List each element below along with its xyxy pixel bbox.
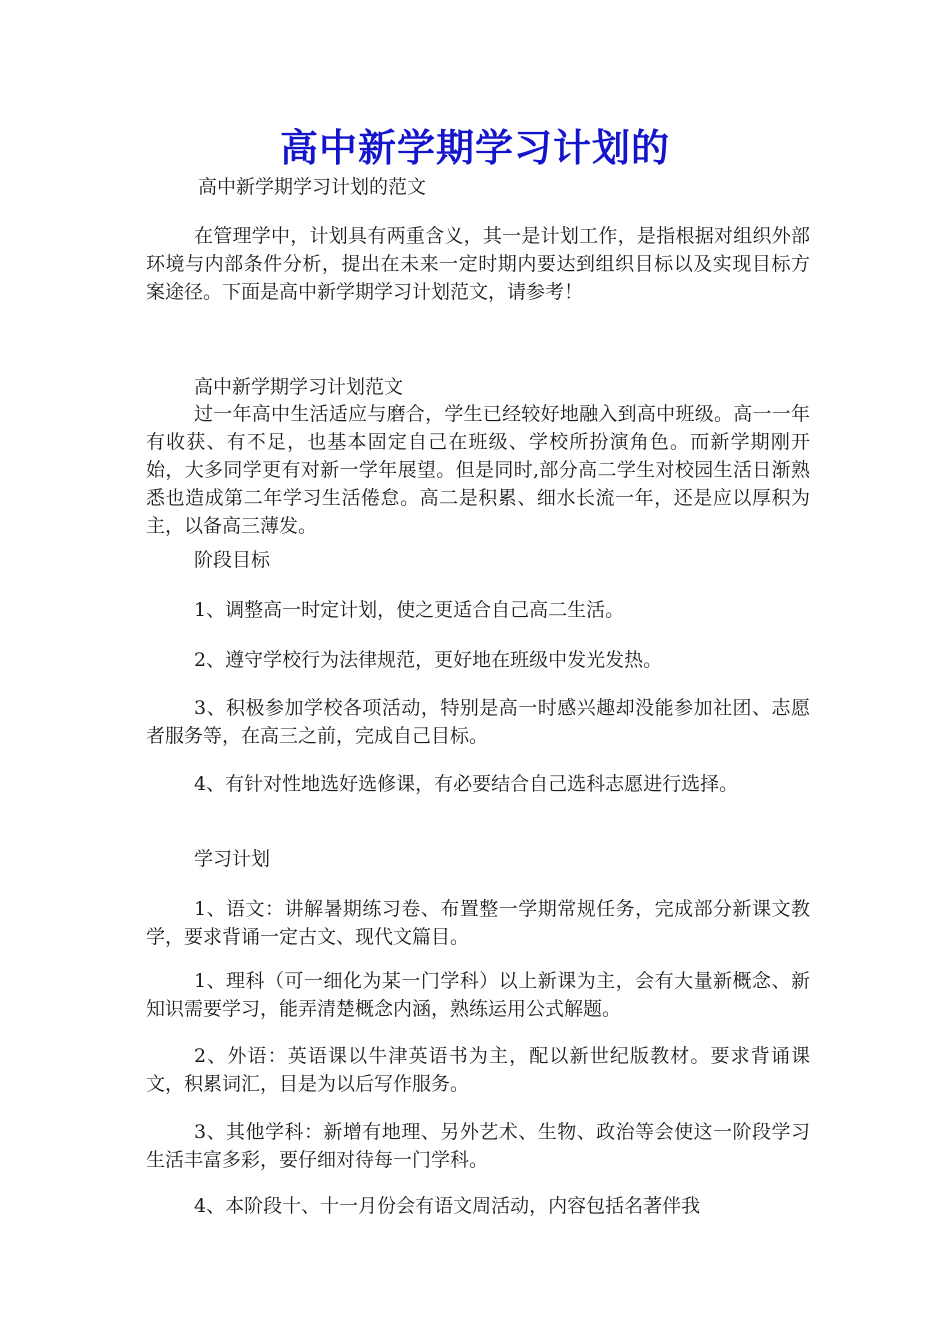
intro-paragraph: 在管理学中，计划具有两重含义，其一是计划工作，是指根据对组织外部环境与内部条件分析，提出在未来一定时期内要达到组织目标以及实现目标方案途径。下面是高中新学期学习计划范文，请参考！ <box>146 225 810 303</box>
plan-item-english: 2、外语：英语课以牛津英语书为主，配以新世纪版教材。要求背诵课文，积累词汇，目是为以后写作服务。 <box>146 1045 810 1095</box>
plan-item-other-subjects: 3、其他学科：新增有地理、另外艺术、生物、政治等会使这一阶段学习生活丰富多彩，要仔细对待每一门学科。 <box>146 1121 810 1171</box>
goal-item-2: 2、遵守学校行为法律规范，更好地在班级中发光发热。 <box>194 649 663 671</box>
document-subtitle: 高中新学期学习计划的范文 <box>198 176 427 198</box>
goal-item-3: 3、积极参加学校各项活动，特别是高一时感兴趣却没能参加社团、志愿者服务等，在高三之前，完成自己目标。 <box>146 697 810 747</box>
section-heading-plan: 学习计划 <box>194 848 271 870</box>
section-heading-sample: 高中新学期学习计划范文 <box>194 376 404 398</box>
goal-item-4: 4、有针对性地选好选修课，有必要结合自己选科志愿进行选择。 <box>194 773 739 795</box>
plan-item-activities: 4、本阶段十、十一月份会有语文周活动，内容包括名著伴我 <box>194 1195 701 1217</box>
goal-item-1: 1、调整高一时定计划，使之更适合自己高二生活。 <box>194 599 625 621</box>
plan-item-science: 1、理科（可一细化为某一门学科）以上新课为主，会有大量新概念、新知识需要学习，能弄清楚概念内涵，熟练运用公式解题。 <box>146 970 810 1020</box>
overview-paragraph: 过一年高中生活适应与磨合，学生已经较好地融入到高中班级。高一一年有收获、有不足，也基本固定自己在班级、学校所扮演角色。而新学期刚开始，大多同学更有对新一学年展望。但是同时,部分高二学生对校园生活日渐熟悉也造成第二年学习生活倦怠。高二是积累、细水长流一年，还是应以厚积为主，以备高三薄发。 <box>146 403 810 537</box>
plan-item-chinese: 1、语文：讲解暑期练习卷、布置整一学期常规任务，完成部分新课文教学，要求背诵一定古文、现代文篇目。 <box>146 898 810 948</box>
document-title: 高中新学期学习计划的 <box>279 125 670 170</box>
section-heading-goals: 阶段目标 <box>194 549 271 571</box>
